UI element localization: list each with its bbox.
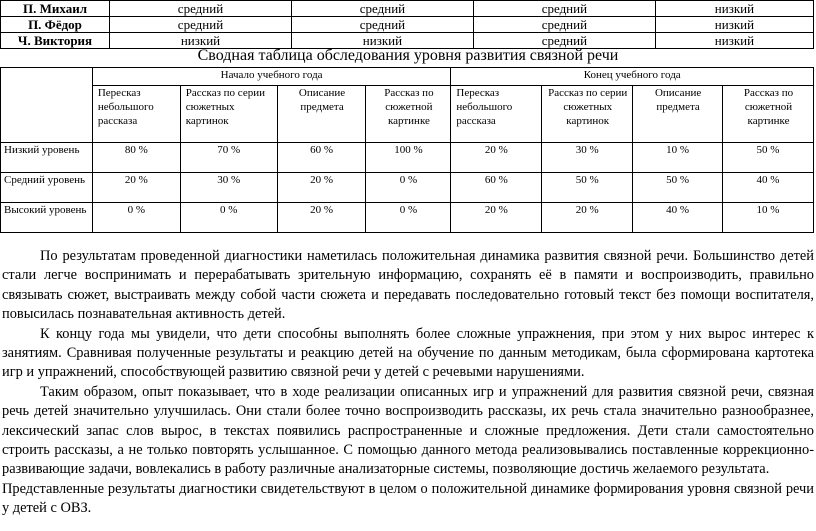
percent-cell: 30 %	[542, 143, 633, 173]
group-header-end: Конец учебного года	[451, 68, 814, 86]
level-cell: средний	[473, 17, 655, 33]
table-row	[1, 143, 814, 173]
summary-table-title: Сводная таблица обследования уровня развития связной речи	[197, 47, 619, 64]
level-cell: средний	[473, 33, 655, 49]
level-cell: низкий	[655, 17, 813, 33]
level-cell: средний	[110, 1, 292, 17]
column-header: Описание предмета	[277, 86, 366, 143]
level-cell: средний	[291, 17, 473, 33]
percent-cell: 20 %	[277, 203, 366, 233]
table-row	[1, 173, 814, 203]
level-cell: низкий	[110, 33, 292, 49]
percent-cell: 40 %	[633, 203, 723, 233]
percent-cell: 40 %	[723, 173, 814, 203]
table-row	[1, 86, 814, 143]
child-name: П. Фёдор	[1, 17, 110, 33]
percent-cell: 50 %	[633, 173, 723, 203]
paragraph: По результатам проведенной диагностики наметилась положительная динамика развития связной речи. Большинство детей стали легче воспринимать и перерабатывать зрительную информацию, сохранять её в памяти и воспроизводить, правильно связывать сюжет, выстраивать между собой части сюжета и передавать последовательно готовый текст без помощи воспитателя, повысилась познавательная активность детей.	[2, 248, 814, 323]
level-label: Низкий уровень	[1, 143, 93, 173]
corner-cell	[1, 68, 93, 143]
column-header: Рассказ по сюжетной картинке	[366, 86, 451, 143]
percent-cell: 0 %	[92, 203, 180, 233]
paragraph: Таким образом, опыт показывает, что в ходе реализации описанных игр и упражнений для развития связной речи, связная речь детей значительно улучшилась. Они стали более точно воспроизводить рассказы, их речь стала значительно разнообразнее, лексический запас слов вырос, в текстах появились распространенные и сложные предложения. Дети стали самостоятельно строить рассказы, а не только повторять услышанное. С помощью данного метода реализовывались поставленные коррекционно-развивающие задачи, вовлекались в работу различные анализаторные системы, позволяющие достичь желаемого результата.	[2, 383, 814, 478]
level-cell: низкий	[291, 33, 473, 49]
percent-cell: 60 %	[451, 173, 542, 203]
percent-cell: 0 %	[366, 203, 451, 233]
level-cell: низкий	[655, 33, 813, 49]
percent-cell: 50 %	[723, 143, 814, 173]
level-cell: средний	[291, 1, 473, 17]
percent-cell: 20 %	[451, 203, 542, 233]
percent-cell: 50 %	[542, 173, 633, 203]
percent-cell: 10 %	[633, 143, 723, 173]
table-row	[1, 1, 814, 17]
percent-cell: 20 %	[277, 173, 366, 203]
percent-cell: 20 %	[542, 203, 633, 233]
percent-cell: 70 %	[180, 143, 277, 173]
column-header: Описание предмета	[633, 86, 723, 143]
percent-cell: 0 %	[180, 203, 277, 233]
column-header: Рассказ по сюжетной картинке	[723, 86, 814, 143]
summary-table	[0, 67, 814, 233]
percent-cell: 20 %	[451, 143, 542, 173]
level-label: Средний уровень	[1, 173, 93, 203]
level-cell: средний	[473, 1, 655, 17]
level-label: Высокий уровень	[1, 203, 93, 233]
column-header: Рассказ по серии сюжетных картинок	[180, 86, 277, 143]
column-header: Пересказ небольшого рассказа	[92, 86, 180, 143]
child-name: П. Михаил	[1, 1, 110, 17]
children-results-table	[0, 0, 814, 49]
paragraph: Представленные результаты диагностики свидетельствуют в целом о положительной динамике формирования уровня связной речи у детей с ОВЗ.	[2, 480, 814, 517]
percent-cell: 80 %	[92, 143, 180, 173]
paragraph: К концу года мы увидели, что дети способны выполнять более сложные упражнения, при этом у них вырос интерес к занятиям. Сравнивая полученные результаты и реакцию детей на обучение по данным методикам, была сформирована картотека игр и упражнений, способствующей развитию связной речи у детей с речевыми нарушениями.	[2, 325, 814, 381]
level-cell: средний	[110, 17, 292, 33]
table-row	[1, 17, 814, 33]
level-cell: низкий	[655, 1, 813, 17]
column-header: Пересказ небольшого рассказа	[451, 86, 542, 143]
column-header: Рассказ по серии сюжетных картинок	[542, 86, 633, 143]
percent-cell: 60 %	[277, 143, 366, 173]
group-header-start: Начало учебного года	[92, 68, 451, 86]
child-name: Ч. Виктория	[1, 33, 110, 49]
percent-cell: 0 %	[366, 173, 451, 203]
percent-cell: 100 %	[366, 143, 451, 173]
percent-cell: 30 %	[180, 173, 277, 203]
percent-cell: 10 %	[723, 203, 814, 233]
conclusion-text	[2, 247, 814, 519]
table-row	[1, 68, 814, 86]
percent-cell: 20 %	[92, 173, 180, 203]
table-row	[1, 203, 814, 233]
